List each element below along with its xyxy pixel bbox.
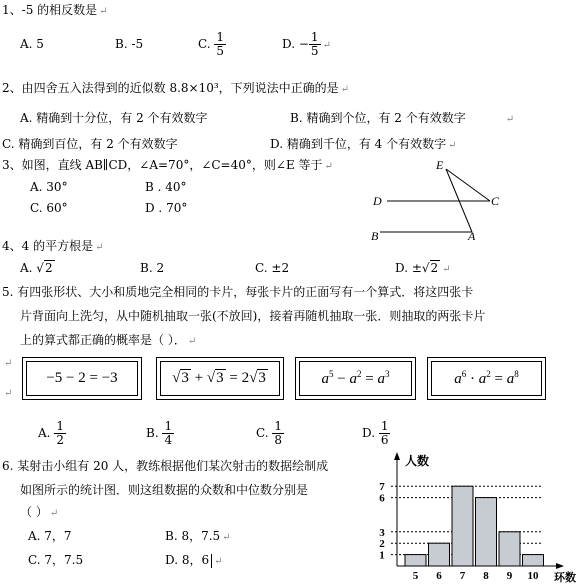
point-c-label: C xyxy=(491,194,500,208)
q4-option-c: C. ±2 xyxy=(255,261,290,275)
q4-option-a: A. √2 xyxy=(20,261,53,275)
q5-option-b: B. $\frac{1}{4}$ xyxy=(146,419,173,447)
y-tick-label: 6 xyxy=(379,492,385,505)
q6-line-3: （ ） ↵ xyxy=(20,505,59,519)
return-mark: ↵ xyxy=(4,388,13,399)
q4-stem: 4、4 的平方根是 ↵ xyxy=(2,239,104,253)
y-axis-arrow xyxy=(394,452,400,460)
bar-9 xyxy=(499,532,520,566)
q1-option-d: D. − $\frac{1}{5}$ ↵ xyxy=(282,30,331,58)
q3-option-d: D . 70° xyxy=(145,201,188,215)
parallel-lines-figure xyxy=(360,155,510,245)
x-tick-labels xyxy=(413,570,539,582)
q1-option-a: A. 5 xyxy=(20,37,44,51)
q3-option-a: A. 30° xyxy=(30,180,68,194)
point-e-label: E xyxy=(436,158,444,172)
formula-card-3-text: $a^5 - a^2 = a^3$ xyxy=(321,369,390,387)
q4-option-d: D. ±√2 ↵ xyxy=(395,261,451,275)
bar-6 xyxy=(429,543,450,566)
q3-option-c: C. 60° xyxy=(30,201,68,215)
y-tick-label: 3 xyxy=(379,526,385,539)
return-mark: ↵ xyxy=(4,358,13,369)
formula-card-1 xyxy=(22,357,142,400)
x-tick-label: 5 xyxy=(412,570,419,582)
x-axis-label: 环数 xyxy=(554,572,576,584)
formula-card-2-text: √3 + √3 = 2√3 xyxy=(172,370,266,386)
y-axis-label: 人数 xyxy=(405,454,430,468)
point-b-label: B xyxy=(371,229,379,243)
q5-option-c: C. $\frac{1}{8}$ xyxy=(256,419,283,447)
q1-option-c: C. $\frac{1}{5}$ xyxy=(198,30,225,58)
x-tick-label: 6 xyxy=(436,570,442,582)
formula-card-4 xyxy=(427,357,546,400)
text-cursor xyxy=(211,554,212,568)
q1-stem: 1、-5 的相反数是 ↵ xyxy=(2,3,108,17)
q5-option-a: A. $\frac{1}{2}$ xyxy=(38,419,64,447)
y-tick-label: 1 xyxy=(379,549,385,562)
q2-option-c: C. 精确到百位，有 2 个有效数字 xyxy=(2,137,178,151)
bar-8 xyxy=(476,498,497,566)
x-tick-label: 7 xyxy=(459,570,466,582)
q5-option-d: D. $\frac{1}{6}$ xyxy=(362,419,389,447)
bar-5 xyxy=(405,555,426,566)
formula-card-4-text: $a^6 \cdot a^2 = a^8$ xyxy=(454,369,519,387)
q2-option-d: D. 精确到千位，有 4 个有效数字 ↵ xyxy=(270,137,457,151)
q4-option-b: B. 2 xyxy=(140,261,165,275)
x-tick-label: 9 xyxy=(506,570,513,582)
bar-7 xyxy=(452,486,473,566)
formula-card-2 xyxy=(156,357,284,400)
q2-option-b: B. 精确到个位，有 2 个有效数字 ↵ xyxy=(290,111,515,125)
q6-option-d: D. 8，6 ↵ xyxy=(165,553,223,567)
q1-option-b: B. -5 xyxy=(115,37,144,51)
formula-card-1-text: −5 − 2 = −3 xyxy=(46,370,118,386)
y-tick-labels xyxy=(379,481,385,561)
q2-stem: 2、由四舍五入法得到的近似数 8.8×10³，下列说法中正确的是 ↵ xyxy=(2,81,350,95)
x-tick-label: 8 xyxy=(483,570,489,582)
point-a-label: A xyxy=(468,229,476,243)
bar-10 xyxy=(523,555,544,566)
point-d-label: D xyxy=(373,194,382,208)
q6-line-2: 如图所示的统计图．则这组数据的众数和中位数分别是 xyxy=(20,483,309,497)
x-tick-label: 10 xyxy=(527,570,539,582)
q3-stem: 3、如图，直线 AB∥CD，∠A=70°，∠C=40°，则∠E 等于 ↵ xyxy=(2,158,333,172)
q2-option-a: A. 精确到十分位，有 2 个有效数字 xyxy=(20,111,208,125)
formula-card-3 xyxy=(295,357,416,400)
q6-option-c: C. 7，7.5 xyxy=(28,553,84,567)
q5-line-3: 上的算式都正确的概率是（ ）． ↵ xyxy=(20,333,197,347)
q3-option-b: B . 40° xyxy=(145,180,187,194)
q6-option-a: A. 7，7 xyxy=(28,529,72,543)
q6-line-1: 6. 某射击小组有 20 人，教练根据他们某次射击的数据绘制成 xyxy=(2,459,329,473)
chart-bars xyxy=(405,486,544,566)
y-tick-label: 2 xyxy=(379,538,385,551)
y-tick-label: 7 xyxy=(379,481,385,494)
shooting-bar-chart xyxy=(355,450,580,585)
q6-option-b: B. 8，7.5 ↵ xyxy=(165,529,231,543)
q5-line-2: 片背面向上洗匀，从中随机抽取一张(不放回)，接着再随机抽取一张．则抽取的两张卡片 xyxy=(20,309,486,323)
x-axis-arrow xyxy=(556,563,564,569)
q5-line-1: 5. 有四张形状、大小和质地完全相同的卡片，每张卡片的正面写有一个算式．将这四张卡 xyxy=(2,285,474,299)
